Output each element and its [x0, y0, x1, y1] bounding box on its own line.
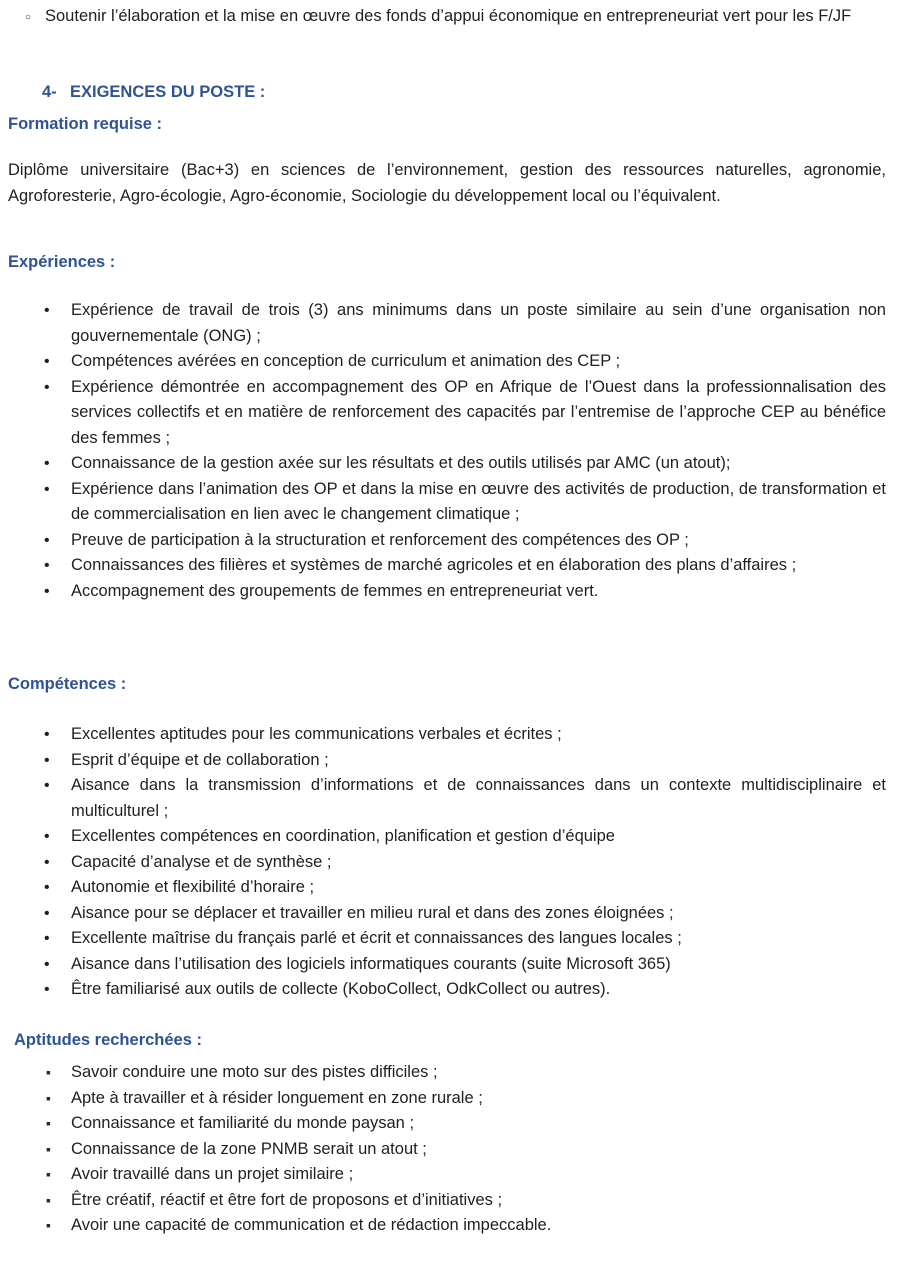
list-item — [0, 349, 886, 375]
list-item-text: ▪ Connaissance et familiarité du monde paysan ; — [71, 1114, 415, 1132]
list-item — [0, 375, 886, 452]
list-item-text: ▪ Avoir une capacité de communication et de rédaction impeccable. — [71, 1216, 552, 1234]
list-item — [0, 977, 886, 1003]
list-item-text: • Excellente maîtrise du français parlé et écrit et connaissances des langues locales ; — [71, 929, 682, 947]
list-item — [0, 850, 886, 876]
list-item-text: • Esprit d’équipe et de collaboration ; — [71, 750, 329, 769]
intro-bullet-list — [0, 4, 886, 30]
list-item — [0, 748, 886, 774]
list-item — [0, 528, 886, 554]
list-item-text: • Expérience de travail de trois (3) ans minimums dans un poste similaire au sein d’une organisation non gouvernementale (ONG) ; — [71, 301, 886, 345]
list-item-text: • Accompagnement des groupements de femmes en entrepreneuriat vert. — [71, 581, 599, 600]
list-item — [0, 1137, 886, 1163]
aptitudes-list — [0, 1060, 886, 1239]
list-item-text: • Expérience dans l’animation des OP et dans la mise en œuvre des activités de production, de transformation et de commercialisation en lien avec le changement climatique ; — [71, 479, 886, 523]
section-heading-exigences — [42, 80, 542, 106]
list-item — [0, 722, 886, 748]
list-item-text: • Connaissance de la gestion axée sur les résultats et des outils utilisés par AMC (un atout); — [71, 454, 731, 472]
list-item-text: ▪ Être créatif, réactif et être fort de proposons et d’initiatives ; — [71, 1190, 503, 1209]
section-title: EXIGENCES DU POSTE : — [70, 83, 266, 101]
list-item-text: ▪ Apte à travailler et à résider longuement en zone rurale ; — [71, 1088, 483, 1107]
subheading-aptitudes-recherchees: Aptitudes recherchées : — [14, 1031, 202, 1049]
list-item — [0, 1213, 886, 1239]
list-item-text: • Connaissances des filières et systèmes de marché agricoles et en élaboration des plans d’affaires ; — [71, 556, 797, 574]
list-item — [0, 1060, 886, 1086]
list-item — [0, 824, 886, 850]
list-item — [0, 1188, 886, 1214]
list-item-text: ▪ Avoir travaillé dans un projet similaire ; — [71, 1165, 354, 1183]
competences-list — [0, 722, 886, 1003]
list-item — [0, 553, 886, 579]
list-item-text: • Aisance dans la transmission d’informations et de connaissances dans un contexte multidisciplinaire et multiculturel ; — [71, 776, 886, 820]
list-item — [0, 477, 886, 528]
list-item — [0, 875, 886, 901]
list-item — [0, 579, 886, 605]
subheading-competences: Compétences : — [8, 675, 127, 693]
list-item — [0, 4, 886, 30]
list-item-text: ▪ Savoir conduire une moto sur des pistes difficiles ; — [71, 1063, 438, 1081]
intro-bullet-text: ○ Soutenir l’élaboration et la mise en œuvre des fonds d’appui économique en entrepreneuriat vert pour les F/JF — [45, 7, 852, 25]
list-item-text: • Expérience démontrée en accompagnement des OP en Afrique de l’Ouest dans la professionnalisation des services collectifs et en matière de renforcement des capacités par l’entremise de l’approche CEP au bénéfice des femmes ; — [71, 377, 886, 447]
list-item-text: • Preuve de participation à la structuration et renforcement des compétences des OP ; — [71, 530, 689, 549]
subheading-formation-requise: Formation requise : — [8, 115, 163, 133]
list-item-text: • Aisance dans l’utilisation des logiciels informatiques courants (suite Microsoft 365) — [71, 954, 671, 973]
formation-body-text: Diplôme universitaire (Bac+3) en sciences de l’environnement, gestion des ressources naturelles, agronomie, Agroforesterie, Agro-écologie, Agro-économie, Sociologie du développement local ou l’équivalent. — [8, 161, 886, 205]
list-item-text: • Excellentes compétences en coordination, planification et gestion d’équipe — [71, 827, 615, 845]
list-item-text: • Aisance pour se déplacer et travailler en milieu rural et dans des zones éloignées ; — [71, 903, 674, 922]
list-item-text: • Excellentes aptitudes pour les communications verbales et écrites ; — [71, 725, 562, 743]
list-item-text: ▪ Connaissance de la zone PNMB serait un atout ; — [71, 1139, 427, 1158]
list-item — [0, 451, 886, 477]
subheading-experiences: Expériences : — [8, 253, 116, 271]
list-item — [0, 1111, 886, 1137]
list-item — [0, 1086, 886, 1112]
list-item — [0, 926, 886, 952]
list-item — [0, 901, 886, 927]
experiences-list — [0, 298, 886, 604]
list-item — [0, 773, 886, 824]
list-item-text: • Être familiarisé aux outils de collecte (KoboCollect, OdkCollect ou autres). — [71, 980, 611, 998]
list-item-text: • Autonomie et flexibilité d’horaire ; — [71, 878, 315, 896]
list-item — [0, 1162, 886, 1188]
section-number: 4- — [42, 83, 57, 101]
list-item-text: • Capacité d’analyse et de synthèse ; — [71, 852, 332, 871]
list-item — [0, 952, 886, 978]
list-item — [0, 298, 886, 349]
list-item-text: • Compétences avérées en conception de curriculum et animation des CEP ; — [71, 352, 621, 370]
